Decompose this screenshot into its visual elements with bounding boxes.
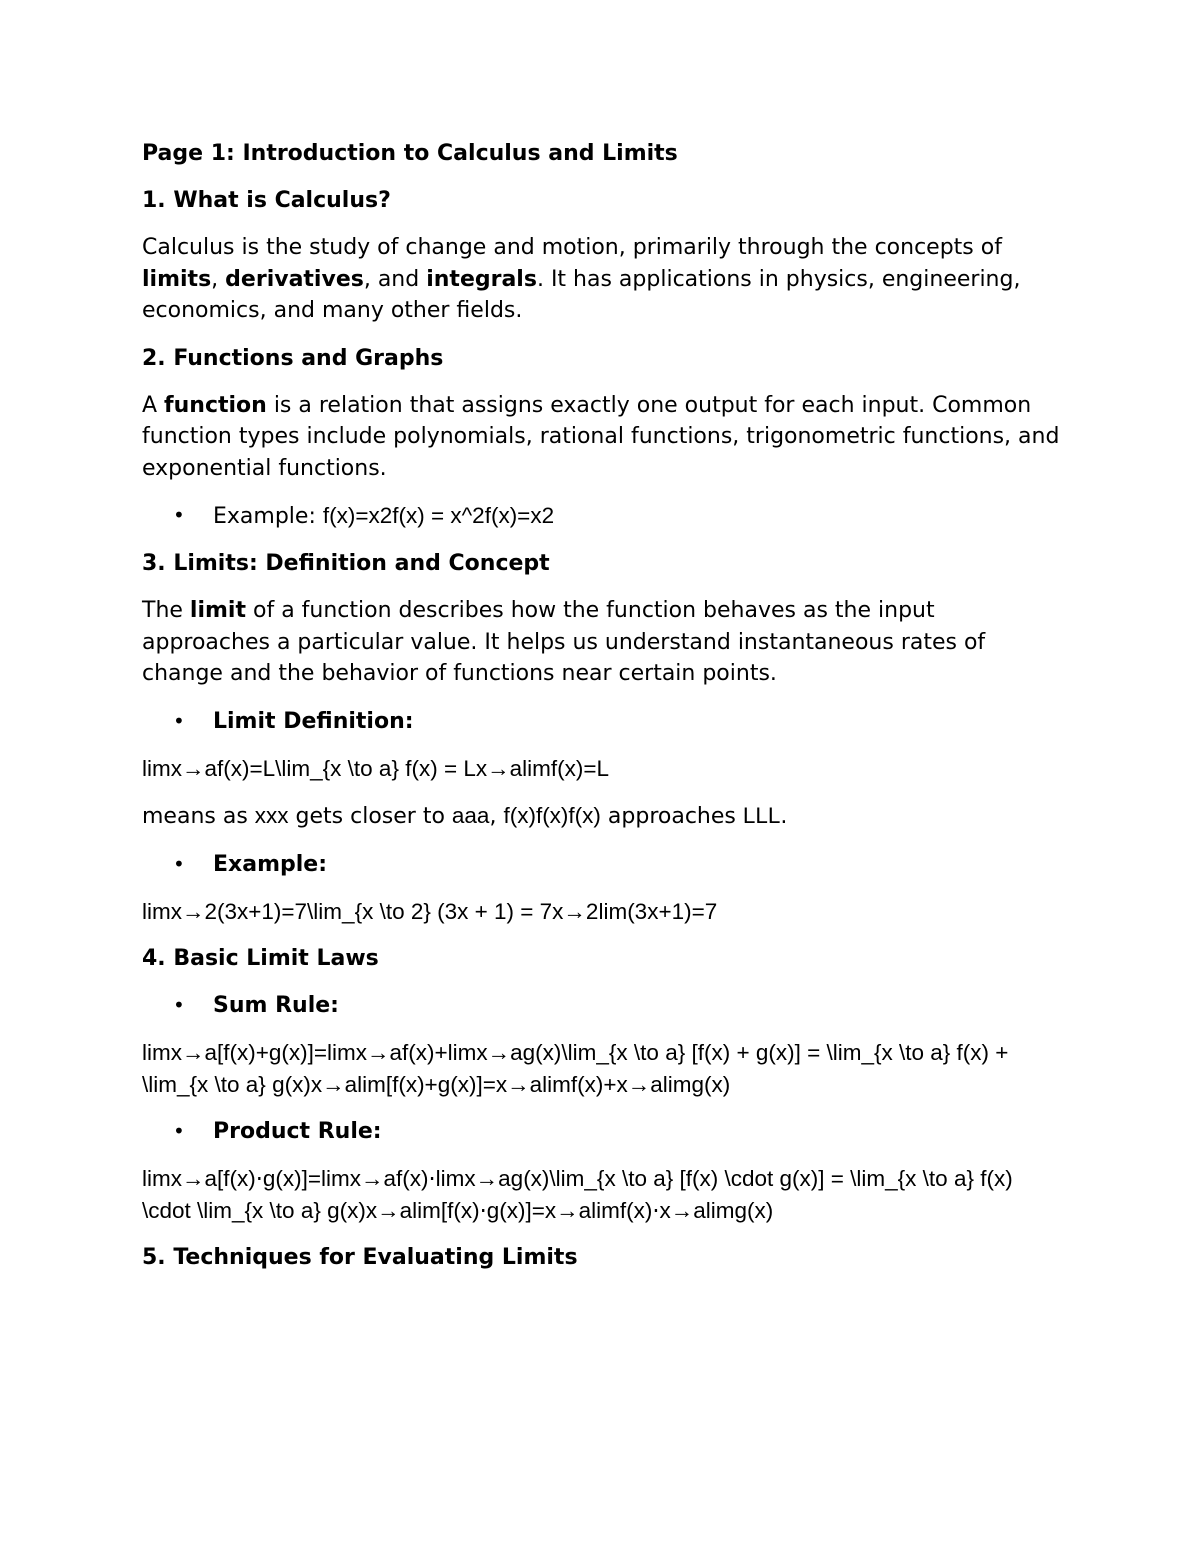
text-run: means as xyxy=(142,804,255,829)
text-run: of a function describes how the function behaves as the input approaches a particular value. It helps us understand instantaneous rates of change and the behavior of functions near certain points. xyxy=(142,598,986,686)
math-limit-definition: limx→af(x)=L\lim_{x \to a} f(x) = Lx→alimf(x)=L xyxy=(142,755,609,781)
math-product-rule: limx→a[f(x)⋅g(x)]=limx→af(x)⋅limx→ag(x)\lim_{x \to a} [f(x) \cdot g(x)] = \lim_{x \to a} f(x) \cdot \lim_{x \to a} g(x)x→alim[f(x)⋅g(x)]=x→alimf(x)⋅x→alimg(x) xyxy=(142,1166,1013,1223)
bullet-label: Limit Definition: xyxy=(213,708,414,734)
bullet-label: Sum Rule: xyxy=(213,993,339,1018)
text-run: . xyxy=(780,804,788,829)
bullet-glyph: • xyxy=(173,851,185,876)
text-run: , xyxy=(489,804,504,829)
text-run: approaches xyxy=(600,804,743,829)
bullet-item-example xyxy=(142,849,1062,880)
bullet-glyph: • xyxy=(173,503,185,527)
bullet-item-product-rule xyxy=(142,1116,1062,1147)
bullet-glyph: • xyxy=(173,993,185,1017)
section-heading-what-is-calculus: 1. What is Calculus? xyxy=(142,188,391,213)
bullet-item-limit-definition xyxy=(142,706,1062,737)
bullet-label: Product Rule: xyxy=(213,1119,382,1144)
bold-term-derivatives: derivatives xyxy=(225,266,364,292)
text-run: A xyxy=(142,392,165,418)
bold-term-limits: limits xyxy=(142,266,212,292)
document-page xyxy=(142,138,1062,1289)
text-run: is a relation that assigns exactly one output for each input. Common function types include polynomials, rational functions, trigonometric functions, and exponential functions. xyxy=(142,392,1060,481)
text-run: Calculus is the study of change and motion, primarily through the concepts of xyxy=(142,235,1002,260)
bullet-label: Example: xyxy=(213,851,327,877)
text-run: . It has applications in physics, engineering, economics, and many other fields. xyxy=(142,266,1021,323)
math-inline-a: aaa xyxy=(451,803,490,828)
paragraph-functions xyxy=(142,390,1062,485)
paragraph-limits xyxy=(142,595,1062,690)
bullet-item-sum-rule xyxy=(142,990,1062,1021)
text-run: , xyxy=(211,266,226,292)
math-expression: f(x)=x2f(x) = x^2f(x)=x2 xyxy=(322,503,555,528)
section-heading-functions-graphs: 2. Functions and Graphs xyxy=(142,345,444,371)
section-heading-techniques: 5. Techniques for Evaluating Limits xyxy=(142,1245,578,1270)
math-limit-example: limx→2(3x+1)=7\lim_{x \to 2} (3x + 1) = 7x→2lim(3x+1)=7 xyxy=(142,898,718,924)
bullet-label: Example: xyxy=(213,504,323,529)
section-heading-limits: 3. Limits: Definition and Concept xyxy=(142,551,550,576)
bold-term-integrals: integrals xyxy=(426,266,537,292)
math-inline-x: xxx xyxy=(254,803,289,828)
text-run: gets closer to xyxy=(288,804,452,829)
paragraph-limit-meaning xyxy=(142,800,1062,833)
bold-term-limit: limit xyxy=(189,598,246,623)
bold-term-function: function xyxy=(164,392,267,418)
text-run: , and xyxy=(363,266,427,292)
bullet-glyph: • xyxy=(173,708,185,733)
bullet-glyph: • xyxy=(173,1119,185,1143)
section-heading-limit-laws: 4. Basic Limit Laws xyxy=(142,946,379,971)
bullet-item-example-function xyxy=(142,500,1062,532)
math-inline-fx: f(x)f(x)f(x) xyxy=(503,803,601,828)
math-inline-l: LLL xyxy=(742,803,781,828)
text-run: The xyxy=(142,598,190,623)
math-sum-rule: limx→a[f(x)+g(x)]=limx→af(x)+limx→ag(x)\lim_{x \to a} [f(x) + g(x)] = \lim_{x \to a} f(x) + \lim_{x \to a} g(x)x→alim[f(x)+g(x)]=x→alimf(x)+x→alimg(x) xyxy=(142,1040,1009,1097)
page-title: Page 1: Introduction to Calculus and Limits xyxy=(142,141,678,166)
paragraph-what-is-calculus xyxy=(142,232,1062,327)
